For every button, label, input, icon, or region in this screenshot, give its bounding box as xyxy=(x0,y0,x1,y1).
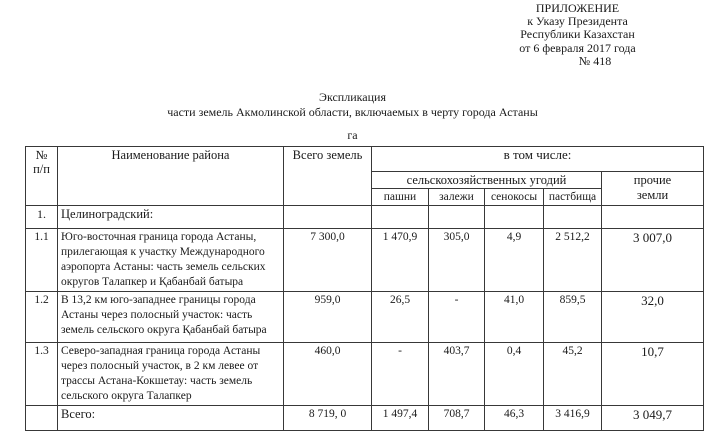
fallow-cell xyxy=(429,206,485,229)
total-cell: 8 719, 0 xyxy=(284,406,372,431)
header-fallow: залежи xyxy=(429,189,485,206)
hayfields-cell xyxy=(485,206,544,229)
district-name-cell: Северо-западная граница города Астаны через полосный участок, в 2 км левее от трассы Астана-Кокшетау: часть земель сельского округа Талапкер xyxy=(58,343,284,406)
document-title xyxy=(0,90,705,120)
header-including: в том числе: xyxy=(372,147,704,172)
unit-label: га xyxy=(347,128,358,142)
total-cell: 460,0 xyxy=(284,343,372,406)
header-pastures: пастбища xyxy=(544,189,602,206)
hayfields-cell: 4,9 xyxy=(485,229,544,292)
other-lands-cell: 3 007,0 xyxy=(602,229,704,292)
fallow-cell: - xyxy=(429,292,485,343)
letterhead-block xyxy=(445,2,705,68)
hayfields-cell: 46,3 xyxy=(485,406,544,431)
other-lands-cell: 10,7 xyxy=(602,343,704,406)
header-agricultural: сельскохозяйственных угодий xyxy=(372,172,602,189)
other-lands-cell: 32,0 xyxy=(602,292,704,343)
fallow-cell: 403,7 xyxy=(429,343,485,406)
other-lands-cell xyxy=(602,206,704,229)
header-hayfields: сенокосы xyxy=(485,189,544,206)
table-row xyxy=(26,292,704,343)
hayfields-cell: 41,0 xyxy=(485,292,544,343)
header-arable: пашни xyxy=(372,189,429,206)
table-row xyxy=(26,206,704,229)
arable-cell xyxy=(372,206,429,229)
arable-cell: 26,5 xyxy=(372,292,429,343)
other-lands-cell: 3 049,7 xyxy=(602,406,704,431)
pastures-cell: 3 416,9 xyxy=(544,406,602,431)
arable-cell: 1 497,4 xyxy=(372,406,429,431)
row-number-cell xyxy=(26,406,58,431)
row-number-cell: 1.2 xyxy=(26,292,58,343)
fallow-cell: 708,7 xyxy=(429,406,485,431)
row-number-cell: 1.3 xyxy=(26,343,58,406)
title-line-1: Экспликация xyxy=(319,90,386,104)
arable-cell: 1 470,9 xyxy=(372,229,429,292)
total-cell xyxy=(284,206,372,229)
title-line-2: части земель Акмолинской области, включаемых в черту города Астаны xyxy=(167,105,538,119)
explication-table xyxy=(25,146,704,431)
fallow-cell: 305,0 xyxy=(429,229,485,292)
letterhead-line: Республики Казахстан xyxy=(520,27,635,42)
table-row xyxy=(26,343,704,406)
letterhead-line: ПРИЛОЖЕНИЕ xyxy=(535,1,620,15)
row-number-cell: 1. xyxy=(26,206,58,229)
table-row xyxy=(26,229,704,292)
district-name-cell: В 13,2 км юго-западнее границы города Астаны через полосный участок: часть земель сельского округа Қабанбай батыра xyxy=(58,292,284,343)
letterhead-line: от 6 февраля 2017 года xyxy=(519,40,636,55)
totals-row xyxy=(26,406,704,431)
decree-number: № 418 xyxy=(578,53,612,68)
total-cell: 959,0 xyxy=(284,292,372,343)
pastures-cell: 859,5 xyxy=(544,292,602,343)
header-num: № п/п xyxy=(26,147,58,206)
row-number-cell: 1.1 xyxy=(26,229,58,292)
district-name-cell: Юго-восточная граница города Астаны, прилегающая к участку Международного аэропорта Астаны: часть земель сельских округов Талапкер и Қабанбай батыра xyxy=(58,229,284,292)
total-cell: 7 300,0 xyxy=(284,229,372,292)
district-name-cell: Целиноградский: xyxy=(58,206,284,229)
header-other-lands xyxy=(602,172,704,206)
totals-label-cell: Всего: xyxy=(58,406,284,431)
header-district: Наименование района xyxy=(58,147,284,206)
pastures-cell: 45,2 xyxy=(544,343,602,406)
pastures-cell: 2 512,2 xyxy=(544,229,602,292)
arable-cell: - xyxy=(372,343,429,406)
letterhead-line: к Указу Президента xyxy=(527,14,628,29)
pastures-cell xyxy=(544,206,602,229)
header-other-lands-text: прочие земли xyxy=(633,173,672,202)
hayfields-cell: 0,4 xyxy=(485,343,544,406)
header-total: Всего земель xyxy=(284,147,372,206)
